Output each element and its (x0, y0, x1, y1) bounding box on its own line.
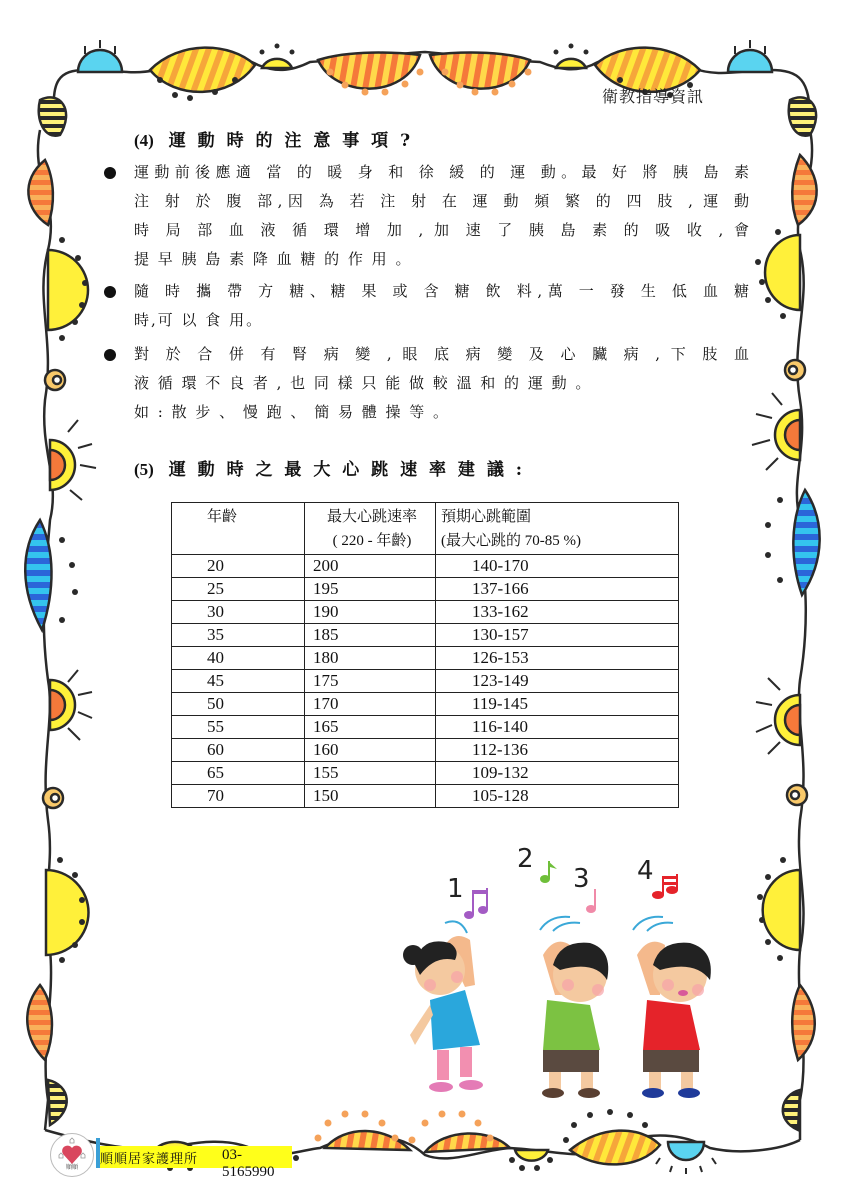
table-row (172, 670, 679, 693)
cell-expected-range: 119-145 (436, 693, 679, 716)
table-header-row (172, 503, 679, 555)
cell-age: 65 (172, 762, 305, 785)
cell-max-heart-rate: 170 (305, 693, 436, 716)
section-5-heading: 運 動 時 之 最 大 心 跳 速 率 建 議 : (168, 460, 526, 480)
section-5-title (134, 455, 694, 480)
cell-expected-range: 130-157 (436, 624, 679, 647)
bullet-item (104, 158, 754, 278)
bullet-item (104, 277, 754, 337)
cell-age: 60 (172, 739, 305, 762)
bullet-line: 注 射 於 腹 部,因 為 若 注 射 在 運 動 頻 繁 的 四 肢 , 運 動 (134, 192, 749, 210)
organization-name: 順順居家護理所 (100, 1152, 199, 1167)
table-row (172, 624, 679, 647)
cell-max-heart-rate: 150 (305, 785, 436, 808)
cell-max-heart-rate: 160 (305, 739, 436, 762)
bullet-line: 時 局 部 血 液 循 環 增 加 , 加 速 了 胰 島 素 的 吸 收 , 會 (134, 221, 749, 239)
table-row (172, 762, 679, 785)
cell-age: 55 (172, 716, 305, 739)
phone-number: 03-5165990 (222, 1147, 275, 1180)
cell-expected-range: 133-162 (436, 601, 679, 624)
table-row (172, 555, 679, 578)
cell-expected-range: 123-149 (436, 670, 679, 693)
header-expected-range-label: 預期心跳範圍 (441, 509, 532, 525)
table-row (172, 647, 679, 670)
music-note-icon (540, 861, 557, 883)
header-max-heart-rate-formula: ( 220 - 年齡) (332, 533, 412, 549)
cell-expected-range: 126-153 (436, 647, 679, 670)
cell-age: 25 (172, 578, 305, 601)
bullet-line: 對 於 合 併 有 腎 病 變 , 眼 底 病 變 及 心 臟 病 , 下 肢 血 (134, 345, 749, 363)
cell-age: 45 (172, 670, 305, 693)
cell-expected-range: 109-132 (436, 762, 679, 785)
table-row (172, 739, 679, 762)
cell-expected-range: 105-128 (436, 785, 679, 808)
cell-max-heart-rate: 190 (305, 601, 436, 624)
cell-max-heart-rate: 200 (305, 555, 436, 578)
bullet-line: 隨 時 攜 帶 方 糖、糖 果 或 含 糖 飲 料,萬 一 發 生 低 血 糖 (134, 282, 749, 300)
cell-max-heart-rate: 195 (305, 578, 436, 601)
table-row (172, 785, 679, 808)
header-expected-range-note: (最大心跳的 70-85 %) (441, 533, 581, 549)
motion-lines (445, 917, 673, 933)
section-4-number: (4) (134, 131, 154, 150)
count-4: 4 (637, 856, 654, 886)
count-1: 1 (447, 874, 464, 904)
table-row (172, 601, 679, 624)
cell-max-heart-rate: 165 (305, 716, 436, 739)
cell-age: 20 (172, 555, 305, 578)
header-age-label: 年齡 (207, 509, 238, 525)
cell-age: 40 (172, 647, 305, 670)
section-5-number: (5) (134, 460, 154, 479)
music-note-icon (464, 888, 488, 919)
cell-max-heart-rate: 175 (305, 670, 436, 693)
bullet-dot-icon (104, 349, 116, 361)
cell-max-heart-rate: 180 (305, 647, 436, 670)
exercise-illustration (385, 835, 725, 1105)
section-4-heading: 運 動 時 的 注 意 事 項 ? (168, 131, 414, 151)
cell-max-heart-rate: 185 (305, 624, 436, 647)
header-age (172, 503, 305, 555)
header-max-heart-rate (305, 503, 436, 555)
boy-figure (542, 942, 608, 1098)
table-row (172, 578, 679, 601)
bullet-line: 時,可 以 食 用。 (134, 311, 264, 329)
bullet-line: 運動前後應適 當 的 暖 身 和 徐 緩 的 運 動。最 好 將 胰 島 素 (134, 163, 749, 181)
cell-age: 35 (172, 624, 305, 647)
boy-figure (637, 942, 711, 1098)
bullet-line: 如 : 散 步 、 慢 跑 、 簡 易 體 操 等 。 (134, 403, 451, 421)
bullet-line: 液 循 環 不 良 者 , 也 同 樣 只 能 做 較 溫 和 的 運 動 。 (134, 374, 593, 392)
cell-expected-range: 112-136 (436, 739, 679, 762)
footer-contact-bar (100, 1146, 292, 1180)
table-row (172, 693, 679, 716)
cell-max-heart-rate: 155 (305, 762, 436, 785)
bullet-line: 提 早 胰 島 素 降 血 糖 的 作 用 。 (134, 250, 413, 268)
count-3: 3 (573, 864, 590, 894)
cell-age: 50 (172, 693, 305, 716)
count-2: 2 (517, 844, 534, 874)
header-max-heart-rate-label: 最大心跳速率 (326, 509, 417, 525)
header-expected-range (436, 503, 679, 555)
music-note-icon (652, 874, 678, 899)
logo-text: 順順 (65, 1164, 78, 1171)
heart-rate-table (171, 502, 679, 808)
cell-expected-range: 140-170 (436, 555, 679, 578)
bullet-dot-icon (104, 286, 116, 298)
girl-figure (403, 936, 483, 1092)
bullet-item (104, 340, 754, 430)
bullet-dot-icon (104, 167, 116, 179)
cell-age: 30 (172, 601, 305, 624)
organization-logo (50, 1133, 94, 1177)
cell-expected-range: 137-166 (436, 578, 679, 601)
section-4-title (134, 126, 694, 151)
cell-age: 70 (172, 785, 305, 808)
document-header-tag: 衛教指導資訊 (602, 87, 705, 106)
cell-expected-range: 116-140 (436, 716, 679, 739)
table-row (172, 716, 679, 739)
